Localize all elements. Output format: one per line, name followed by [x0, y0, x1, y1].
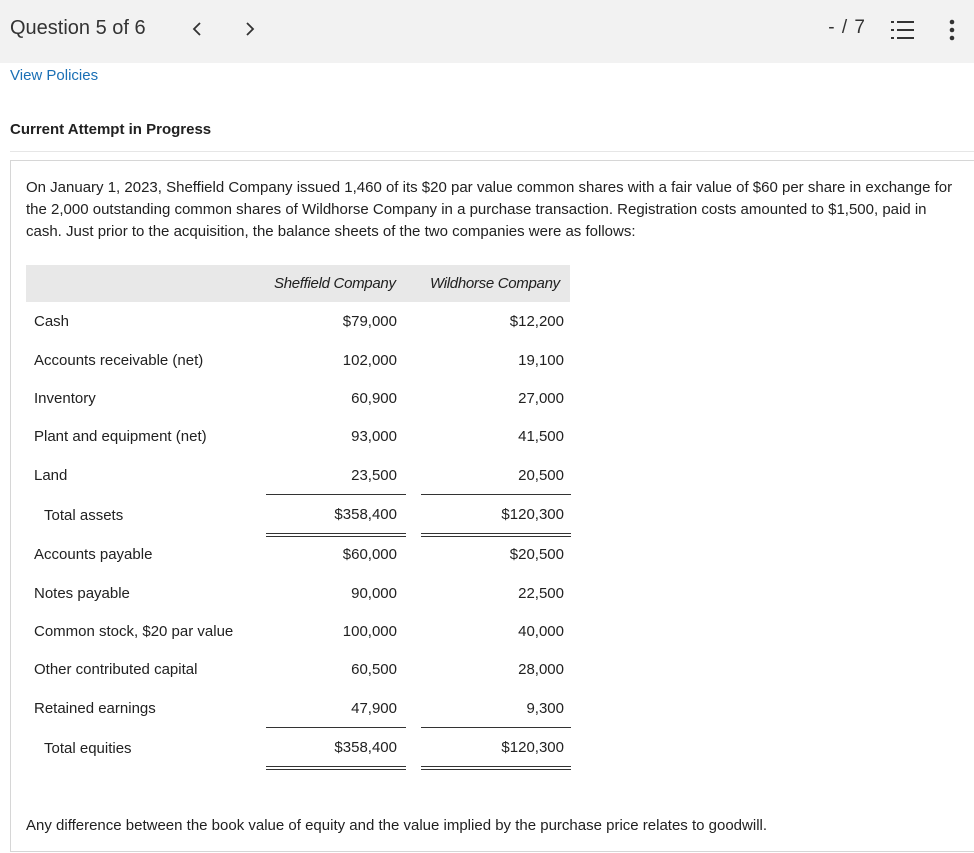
cell-wildhorse: $20,500 — [509, 546, 564, 563]
chevron-right-icon — [245, 22, 255, 36]
more-options-icon — [944, 18, 960, 42]
cell-wildhorse: 22,500 — [518, 585, 564, 602]
subtotal-rule — [266, 727, 406, 728]
total-double-rule — [266, 766, 406, 767]
cell-sheffield: $358,400 — [334, 739, 397, 756]
row-label-accounts-receivable: Accounts receivable (net) — [34, 352, 204, 369]
cell-sheffield: 102,000 — [342, 352, 397, 369]
more-options-button[interactable] — [944, 18, 960, 42]
cell-sheffield: 100,000 — [342, 623, 397, 640]
row-label-common-stock: Common stock, $20 par value — [34, 623, 234, 640]
goodwill-note: Any difference between the book value of equity and the value implied by the purchase price relates to goodwill. — [26, 817, 768, 834]
total-double-rule — [266, 533, 406, 534]
total-double-rule — [266, 769, 406, 770]
row-label-cash: Cash — [34, 313, 70, 330]
next-question-button[interactable] — [239, 16, 261, 42]
previous-question-button[interactable] — [186, 16, 208, 42]
subtotal-rule — [421, 727, 571, 728]
question-list-icon — [890, 18, 916, 42]
cell-wildhorse: $120,300 — [501, 739, 564, 756]
cell-wildhorse: 28,000 — [518, 661, 564, 678]
row-label-retained-earnings: Retained earnings — [34, 700, 156, 717]
view-policies-link[interactable]: View Policies — [10, 67, 99, 84]
total-double-rule — [421, 533, 571, 534]
row-label-total-assets: Total assets — [44, 507, 124, 524]
row-label-accounts-payable: Accounts payable — [34, 546, 153, 563]
column-header-wildhorse: Wildhorse Company — [430, 275, 560, 292]
row-label-plant-equipment: Plant and equipment (net) — [34, 428, 207, 445]
row-label-total-equities: Total equities — [44, 740, 132, 757]
cell-wildhorse: 9,300 — [526, 700, 564, 717]
subtotal-rule — [266, 494, 406, 495]
cell-sheffield: 60,900 — [351, 390, 397, 407]
row-label-notes-payable: Notes payable — [34, 585, 130, 602]
cell-wildhorse: 19,100 — [518, 352, 564, 369]
row-label-land: Land — [34, 467, 68, 484]
chevron-left-icon — [192, 22, 202, 36]
total-double-rule — [266, 536, 406, 537]
score-display: - / 7 — [828, 17, 866, 38]
problem-statement: On January 1, 2023, Sheffield Company issued 1,460 of its $20 par value common shares with a fair value of $60 per share in exchange for the 2,000 outstanding common shares of Wildhorse Company in a purchase transaction. Registration costs amounted to $1,500, paid in cash. Just prior to the acquisition, the balance sheets of the two companies were as follows: — [26, 179, 953, 240]
cell-sheffield: 90,000 — [351, 585, 397, 602]
total-double-rule — [421, 766, 571, 767]
cell-sheffield: 93,000 — [351, 428, 397, 445]
total-double-rule — [421, 536, 571, 537]
row-label-inventory: Inventory — [34, 390, 96, 407]
cell-sheffield: 47,900 — [351, 700, 397, 717]
cell-wildhorse: 40,000 — [518, 623, 564, 640]
cell-sheffield: 23,500 — [351, 467, 397, 484]
cell-sheffield: $60,000 — [342, 546, 397, 563]
total-double-rule — [421, 769, 571, 770]
cell-sheffield: $79,000 — [342, 313, 397, 330]
cell-wildhorse: $120,300 — [501, 506, 564, 523]
cell-wildhorse: 41,500 — [518, 428, 564, 445]
cell-wildhorse: 27,000 — [518, 390, 564, 407]
column-header-sheffield: Sheffield Company — [274, 275, 396, 292]
question-counter: Question 5 of 6 — [10, 17, 146, 39]
divider — [10, 151, 974, 152]
cell-wildhorse: $12,200 — [509, 313, 564, 330]
cell-wildhorse: 20,500 — [518, 467, 564, 484]
attempt-status: Current Attempt in Progress — [10, 121, 212, 138]
row-label-other-contributed-capital: Other contributed capital — [34, 661, 198, 678]
subtotal-rule — [421, 494, 571, 495]
cell-sheffield: 60,500 — [351, 661, 397, 678]
cell-sheffield: $358,400 — [334, 506, 397, 523]
question-list-button[interactable] — [890, 18, 916, 42]
